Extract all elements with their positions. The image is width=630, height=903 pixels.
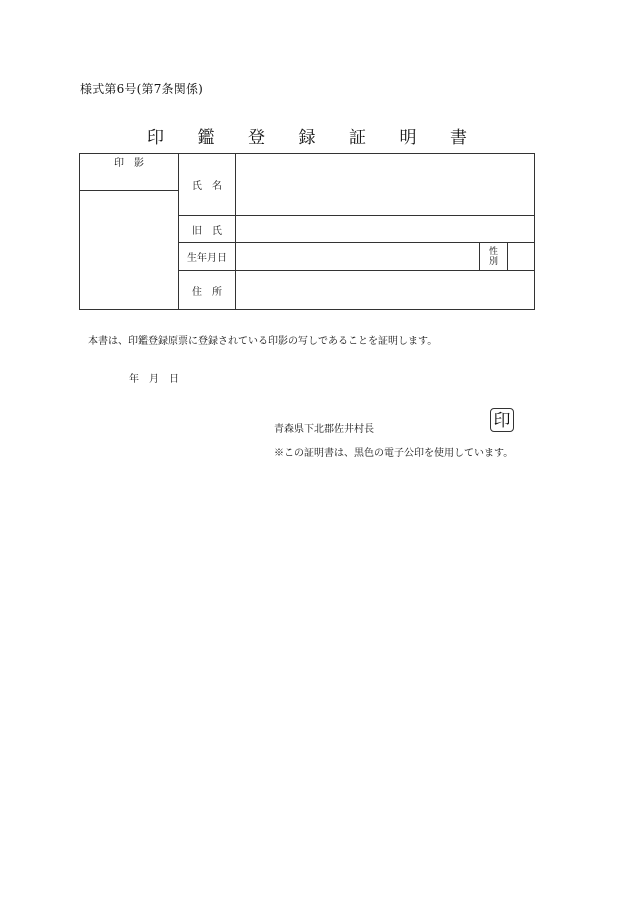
form-id: 様式第6号(第7条関係): [80, 82, 204, 96]
document-title: [147, 123, 467, 148]
title-char: 書: [450, 128, 467, 148]
birth-date-field[interactable]: [236, 243, 480, 271]
name-label: 氏 名: [179, 154, 236, 216]
name-field[interactable]: [236, 154, 535, 216]
title-char: 証: [349, 128, 366, 148]
title-char: 明: [399, 128, 417, 148]
seal-image-label: 印 影: [114, 158, 144, 169]
gender-label-top: 性: [488, 246, 498, 257]
electronic-seal-note: ※この証明書は、黒色の電子公印を使用しています。: [274, 448, 514, 459]
title-char: 登: [248, 128, 265, 148]
issue-date: 年 月 日: [129, 374, 179, 385]
issuer-name: 青森県下北郡佐井村長: [274, 424, 374, 435]
gender-label: [480, 243, 508, 271]
seal-image-cell: [80, 154, 179, 310]
former-name-label: 旧 氏: [179, 216, 236, 243]
birth-date-label: 生年月日: [179, 243, 236, 271]
certificate-table: [79, 153, 535, 310]
seal-image-header: [80, 154, 178, 191]
gender-label-bottom: 別: [488, 256, 498, 267]
title-char: 録: [298, 128, 316, 148]
certification-statement: 本書は、印鑑登録原票に登録されている印影の写しであることを証明します。: [88, 336, 438, 347]
title-char: 鑑: [197, 128, 215, 148]
gender-field[interactable]: [508, 243, 535, 271]
former-name-field[interactable]: [236, 216, 535, 243]
title-char: 印: [147, 128, 164, 148]
official-seal-mark: 印: [490, 408, 514, 432]
address-label: 住 所: [179, 271, 236, 310]
seal-image-area: [80, 191, 178, 309]
address-field[interactable]: [236, 271, 535, 310]
